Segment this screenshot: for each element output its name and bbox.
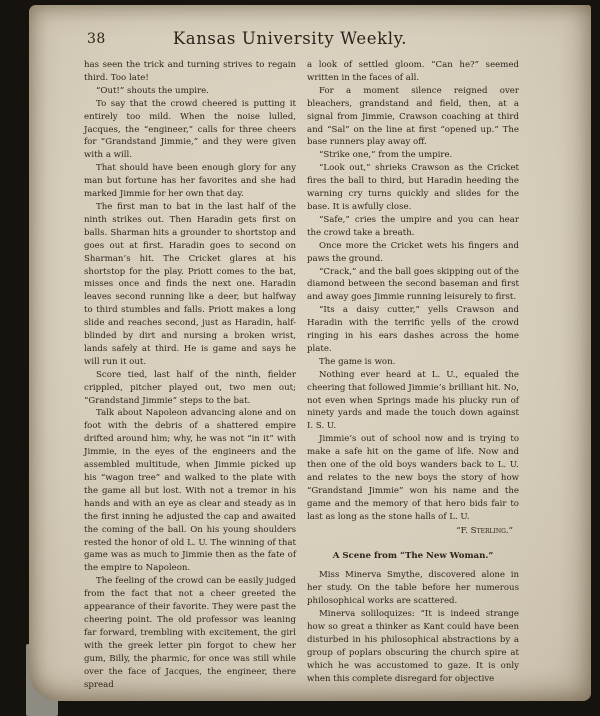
paragraph: Miss Minerva Smythe, discovered alone in her study. On the table before her numerous philosophical works are scattered. xyxy=(307,570,519,607)
paragraph: Jimmie’s out of school now and is trying to make a safe hit on the game of life. Now and then one of the old boys wanders back to L. U. and relates to the new boys the story of how “Grandstand Jimmie” won his name and the game and the memory of that hero bids fair to last as long as the stone halls of L. U. xyxy=(307,434,519,522)
paragraph: Score tied, last half of the ninth, fielder crippled, pitcher played out, two men out; “Grandstand Jimmie” steps to the bat. xyxy=(84,369,296,406)
paragraph: “Strike one,” from the umpire. xyxy=(319,150,453,161)
paragraph: “Out!” shouts the umpire. xyxy=(96,85,209,96)
paragraph: The game is won. xyxy=(319,356,396,367)
paragraph: has seen the trick and turning strives to regain third. Too late! xyxy=(84,60,296,83)
paragraph: “Crack,” and the ball goes skipping out of the diamond between the second baseman and first and away goes Jimmie running leisurely to first. xyxy=(307,266,519,303)
page-number: 38 xyxy=(87,31,106,47)
paragraph: The feeling of the crowd can be easily judged from the fact that not a cheer greeted the appearance of their favorite. They were past the cheering point. The old professor was leaning far forward, trembling with excitement, the girl with the greek letter pin forgot to chew her gum, Billy, the pharmic, for once was still while over the face of Jacques, the engineer, there spread xyxy=(84,576,296,690)
right-column xyxy=(307,59,519,686)
byline: “F. Sterling.” xyxy=(456,525,513,536)
paragraph: That should have been enough glory for any man but fortune has her favorites and she had marked Jimmie for her own that day. xyxy=(84,163,296,200)
paragraph: Minerva soliloquizes: “It is indeed strange how so great a thinker as Kant could have been disturbed in his philosophical abstractions by a group of poplars obscuring the church spire at which he was accustomed to gaze. It is only when this complete disregard for objective xyxy=(307,609,519,684)
paragraph: Talk about Napoleon advancing alone and on foot with the debris of a shattered empire drifted around him; why, he was not “in it” with Jimmie, in the eyes of the engineers and the assembled multitude, when Jimmie picked up his “wagon tree” and walked to the plate with the game all but lost. With not a tremor in his hands and with an eye as clear and steady as in the first inning he adjusted the cap and awaited the coming of the ball. On his young shoulders rested the honor of old L. U. The winning of that game was as much to Jimmie then as the fate of the empire to Napoleon. xyxy=(84,408,296,574)
paragraph: a look of settled gloom. “Can he?” seemed written in the faces of all. xyxy=(307,60,519,83)
paragraph: For a moment silence reigned over bleachers, grandstand and field, then, at a signal from Jimmie, Crawson coaching at third and “Sal” on the line at first “opened up.” The base runners play away off. xyxy=(307,85,519,148)
page xyxy=(29,5,591,701)
left-column xyxy=(84,59,296,691)
paragraph: “Its a daisy cutter,” yells Crawson and Haradin with the terrific yells of the crowd ringing in his ears dashes across the home plate. xyxy=(307,305,519,354)
paragraph: The first man to bat in the last half of the ninth strikes out. Then Haradin gets first on balls. Sharman hits a grounder to shortstop and goes out at first. Haradin goes to second on Sharman’s hit. The Cricket glares at his shortstop for the play. Priott comes to the bat, misses once and finds the next one. Haradin leaves second running like a deer, but halfway to third stumbles and falls. Priott makes a long slide and reaches second, just as Haradin, half-blinded by dirt and nursing a broken wrist, lands safely at third. He is game and says he will run it out. xyxy=(84,201,296,367)
paragraph: “Safe,” cries the umpire and you can hear the crowd take a breath. xyxy=(307,214,519,238)
page-title: Kansas University Weekly. xyxy=(172,29,408,48)
paragraph: Once more the Cricket wets his fingers and paws the ground. xyxy=(307,240,519,264)
section-heading: A Scene from “The New Woman.” xyxy=(332,550,494,561)
paragraph: “Look out,” shrieks Crawson as the Cricket fires the ball to third, but Haradin heeding the warning cry turns quickly and slides for the base. It is awfully close. xyxy=(307,163,519,212)
paragraph: To say that the crowd cheered is putting it entirely too mild. When the noise lulled, Jacques, the “engineer,” calls for three cheers for “Grandstand Jimmie,” and they were given with a will. xyxy=(84,98,296,161)
paragraph: Nothing ever heard at L. U., equaled the cheering that followed Jimmie’s brilliant hit. No, not even when Springs made his plucky run of ninety yards and made the touch down against I. S. U. xyxy=(307,369,519,432)
